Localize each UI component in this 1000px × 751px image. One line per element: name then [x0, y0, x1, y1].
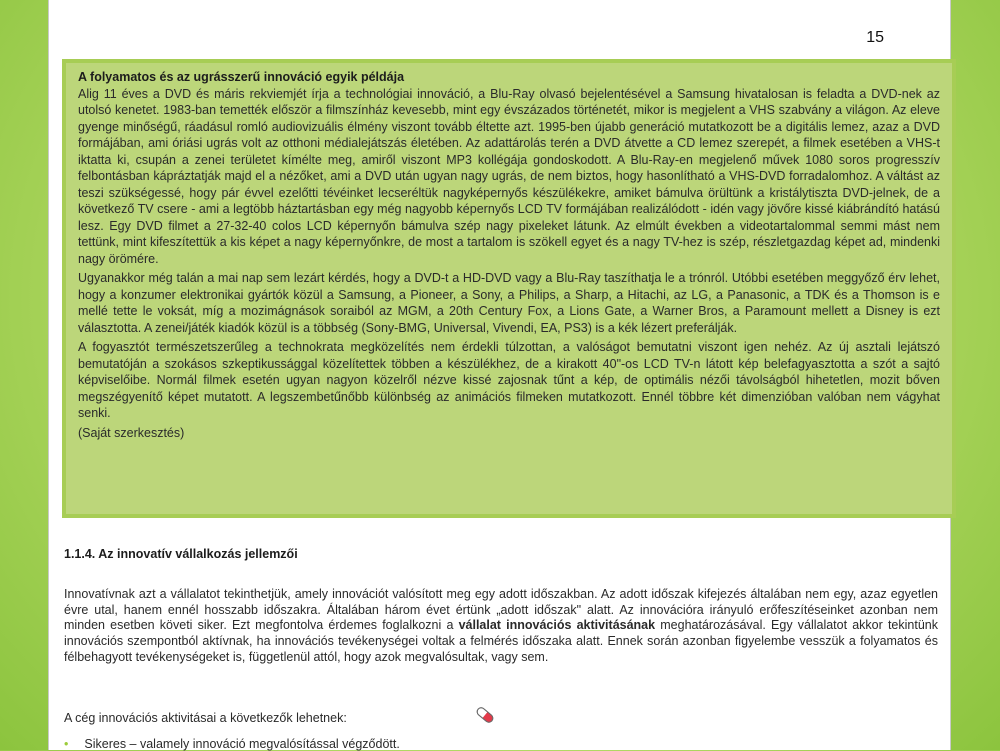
list-intro: A cég innovációs aktivitásai a következők lehetnek: [64, 711, 347, 725]
list-item [64, 737, 400, 751]
example-box [62, 59, 956, 518]
box-paragraph: Alig 11 éves a DVD és máris rekviemjét írja a technológiai innováció, a Blu-Ray olvasó bejelentésével a Samsung hivatalosan is feladta a DVD-nek az utolsó kenetet. 1983-ban temették először a filmszínház kevesebb, mint egy évszázados történetét, mikor is megjelent a VHS szabvány a világon. Az eleve gyenge minőségű, ráadásul romló audiovizuális élmény viszont tovább éltette azt. 1995-ben újabb generáció mutatkozott be a digitális lemez, azaz a DVD formájában, ami óriási ugrás volt az otthoni médialejátszás életében. Az adattárolás terén a DVD átvette a CD lemez szerepét, a filmek esetében a VHS-t iktatta ki, csupán a zenei területet kímélte meg, amiről viszont MP3 kollégája gondoskodott. A Blu-Ray-en megjelenő művek 1080 soros progresszív felbontásban kápráztatják majd el a nézőket, ami a DVD után ugyan nagy ugrás, de nem biztos, hogy hasonlítható a VHS-DVD forradalomhoz. A váltást az teszi szükségessé, hogy pár évvel ezelőtti tévéinket lecseréltük nagyképernyős készülékekre, amiket bámulva örültünk a kristálytiszta DVD-jelnek, de a következő TV csere - ami a legtöbb háztartásban egy még nagyobb képernyős LCD TV formájában realizálódott - idén vagy jövőre kissé kiábrándító hatású lesz. Egy DVD filmet a 27-32-40 colos LCD képernyőn bámulva szép nagy pixeleket látunk. Az elmúlt években a videotartalommal semmi mást nem tettünk, mint kifeszítettük a kis képet a nagy képernyőnkre, de most a tartalom is szökell egyet és a nagy TV-hez is szép, részletgazdag képet ad, mindenki nagy örömére. [78, 86, 940, 266]
section-heading: 1.1.4. Az innovatív vállalkozás jellemzői [64, 547, 298, 561]
pill-icon [473, 703, 497, 732]
bold-phrase: vállalat innovációs aktivitásának [458, 618, 656, 633]
body-paragraph [64, 587, 938, 666]
box-title: A folyamatos és az ugrásszerű innováció egyik példája [78, 70, 405, 84]
box-paragraph: Ugyanakkor még talán a mai nap sem lezárt kérdés, hogy a DVD-t a HD-DVD vagy a Blu-Ray taszíthatja le a trónról. Utóbbi esetében meggyőző érv lehet, hogy a konzumer elektronikai gyártók közül a Samsung, a Pioneer, a Sony, a Philips, a Sharp, a Hitachi, az LG, a Panasonic, a TDK és a Thomson is e mellé tette le voksát, míg a mozimágnások soraiból az MGM, a 20th Century Fox, a Lions Gate, a Warner Bros, a Paramount mellett a Disney is ezt választotta. A zenei/játék kiadók közül is a többség (Sony-BMG, Universal, Vivendi, EA, PS3) is a kék lézert preferálják. [78, 271, 940, 335]
list-item-text: Sikeres – valamely innováció megvalósítással végződött. [84, 737, 400, 751]
bullet-icon: • [64, 737, 69, 751]
body-text-end: meghatározásával. Egy vállalatot akkor tekintünk innovációs szempontból aktívnak, ha innovációs tevékenységei voltak a felmérés időszaka alatt. Ennek során azonban figyelembe vesszük a folyamatos és félbehagyott tevékenységeket is, függetlenül attól, hogy azok megvalósultak, vagy sem. [64, 618, 938, 664]
page-number: 15 [866, 29, 884, 46]
document-page [48, 0, 951, 750]
box-paragraph: A fogyasztót természetszerűleg a technokrata megközelítés nem érdekli túlzottan, a valóságot bemutatni viszont igen nehéz. Az új asztali lejátszó bemutatóján a szokásos szkeptikussággal közelítettek többen a készülékhez, de a kirakott 40"-os LCD TV-n látott kép belefagyasztotta a szót a sajtó képviselőibe. Normál filmek esetén ugyan nagyon közelről nézve kissé zajosnak tűnt a kép, de optimális nézői távolságból hihetetlen, mozit bőven megszégyenítő képet mutatott. A legszembetűnőbb különbség az animációs filmeken mutatkozott. Ennél többre két dimenzióban valóban nem vágyhat senki. [78, 340, 940, 420]
body-text-start: Innovatívnak azt a vállalatot tekinthetjük, amely innovációt valósított meg egy adott időszakban. Az adott időszak kifejezés általában nem egy, azaz egyetlen évre utal, hanem ennél hosszabb időszakra. Általában három évet értünk „adott időszak" alatt. Az innovációra irányuló erőfeszítéseinket azonban nem minden esetben követi siker. Ezt megfontolva érdemes foglalkozni a [64, 587, 938, 633]
box-source: (Saját szerkesztés) [78, 425, 185, 440]
